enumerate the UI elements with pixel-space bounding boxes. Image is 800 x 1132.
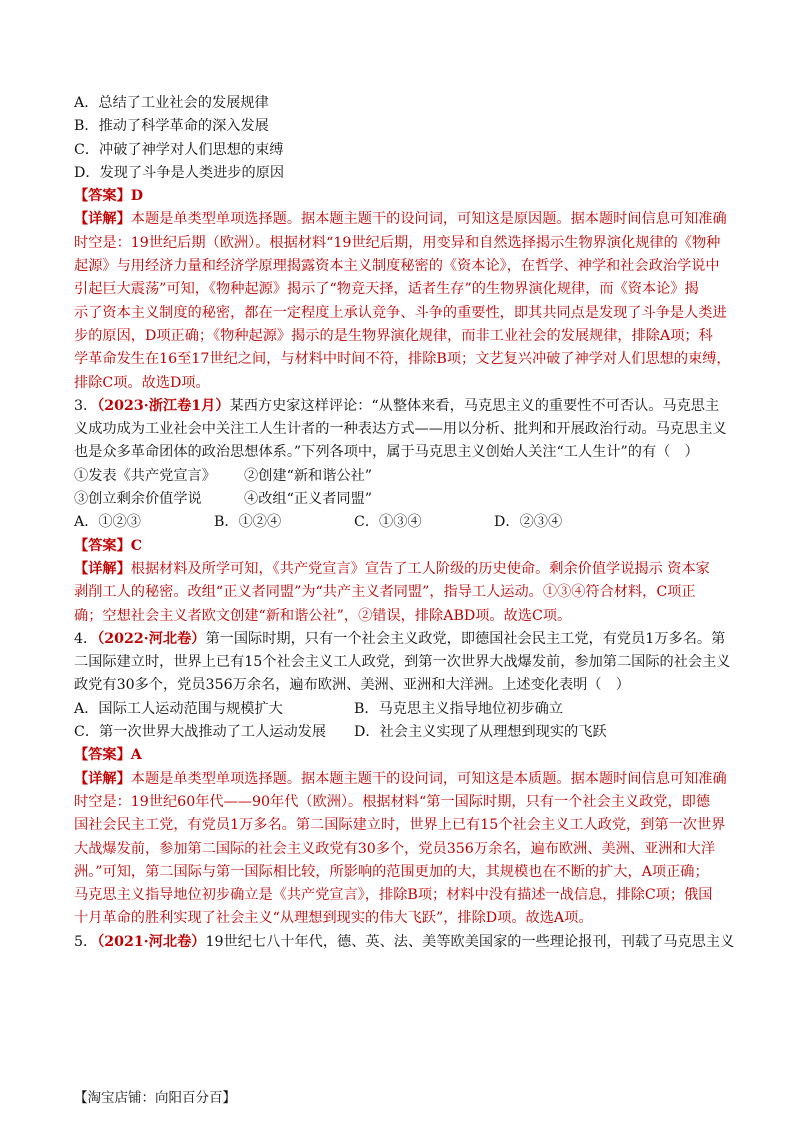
q3-items-row: ①发表《共产党宣言》 ②创建“新和谐公社” — [74, 467, 373, 484]
q4-detail-line: 十月革命的胜利实现了社会主义“从理想到现实的伟大飞跃”，排除D项。故选A项。 — [74, 910, 593, 927]
q2-option-b: B．推动了科学革命的深入发展 — [74, 118, 269, 135]
q4-detail-line: 大战爆发前，参加第二国际的社会主义政党有30多个，党员356万余名，遍布欧洲、美洲、亚洲和大洋 — [74, 840, 716, 857]
q3-source: （2023·浙江卷1月） — [97, 397, 230, 414]
q4-options-row: C．第一次世界大战推动了工人运动发展 D．社会主义实现了从理想到现实的飞跃 — [74, 724, 607, 741]
q3-options-row: A．①②③ B．①②④ C．①③④ D．②③④ — [74, 514, 563, 531]
q2-answer: 【答案】D — [74, 188, 144, 205]
q2-detail-line: 起源》与用经济力量和经济学原理揭露资本主义制度秘密的《资本论》，在哲学、神学和社会政治学说中 — [74, 258, 720, 275]
q3-detail-line: 确；空想社会主义者欧文创建“新和谐公社”，②错误，排除ABD项。故选C项。 — [74, 607, 572, 624]
q4-answer: 【答案】A — [74, 747, 142, 764]
q2-detail-line: 排除C项。故选D项。 — [74, 374, 210, 391]
q2-detail-line: 步的原因，D项正确；《物种起源》揭示的是生物界演化规律，而非工业社会的发展规律，排除A项；科 — [74, 327, 713, 344]
q4-detail-line: 国社会民主工党，有党员1万多名。第二国际建立时，世界上已有15个社会主义工人政党，到第一次世界 — [74, 817, 726, 834]
q5-stem: 5．（2021·河北卷）19世纪七八十年代，德、英、法、美等欧美国家的一些理论报刊，刊载了马克思主义 — [74, 933, 735, 950]
q4-detail-line: 【详解】本题是单类型单项选择题。据本题主题干的设问词，可知这是本质题。据本题时间信息可知准确 — [74, 770, 727, 787]
q4-detail-line: 马克思主义指导地位初步确立是《共产党宣言》，排除B项；材料中没有描述一战信息，排除C项；俄国 — [74, 887, 713, 904]
q3-detail-line: 剥削工人的秘密。改组“正义者同盟”为“共产主义者同盟”，指导工人运动。①③④符合材料，C项正 — [74, 584, 696, 601]
q2-option-a: A．总结了工业社会的发展规律 — [74, 95, 269, 111]
q3-answer: 【答案】C — [74, 537, 143, 554]
q4-source: （2022·河北卷） — [97, 630, 206, 647]
q4-stem-line: 政党有30多个，党员356万余名，遍布欧洲、美洲、亚洲和大洋洲。上述变化表明（ ） — [74, 677, 630, 694]
q5-source: （2021·河北卷） — [97, 933, 206, 950]
q4-detail-line: 洲。”可知，第二国际与第一国际相比较，所影响的范围更加的大，其规模也在不断的扩大，A项正确； — [74, 863, 709, 880]
q2-detail-line: 【详解】本题是单类型单项选择题。据本题主题干的设问词，可知这是原因题。据本题时间信息可知准确 — [74, 211, 727, 228]
document-page — [74, 92, 735, 954]
q2-detail-line: 示了资本主义制度的秘密，都在一定程度上承认竞争、斗争的重要性，即其共同点是发现了斗争是人类进 — [74, 304, 727, 321]
q3-items-row: ③创立剩余价值学说 ④改组“正义者同盟” — [74, 491, 373, 508]
q2-option-d: D．发现了斗争是人类进步的原因 — [74, 164, 285, 181]
q3-stem-line: 也是众多革命团体的政治思想体系。”下列各项中，属于马克思主义创始人关注“工人生计”的有（ ） — [74, 444, 699, 461]
q4-detail-line: 时空是：19世纪60年代——90年代（欧洲）。根据材料“第一国际时期，只有一个社会主义政党，即德 — [74, 793, 711, 810]
q2-detail-line: 时空是：19世纪后期（欧洲）。根据材料“19世纪后期，用变异和自然选择揭示生物界演化规律的《物种 — [74, 234, 721, 251]
q2-detail-line: 学革命发生在16至17世纪之间，与材料中时间不符，排除B项；文艺复兴冲破了神学对人们思想的束缚， — [74, 351, 731, 368]
q4-stem: 4．（2022·河北卷）第一国际时期，只有一个社会主义政党，即德国社会民主工党，有党员1万多名。第 — [74, 630, 726, 647]
q3-stem: 3．（2023·浙江卷1月）某西方史家这样评论：“从整体来看，马克思主义的重要性不可否认。马克思主 — [74, 397, 720, 414]
q3-stem-line: 义成功成为工业社会中关注工人生计者的一种表达方式——用以分析、批判和开展政治行动。马克思主义 — [74, 421, 727, 438]
q4-options-row: A．国际工人运动范围与规模扩大 B．马克思主义指导地位初步确立 — [74, 700, 564, 717]
q4-stem-line: 二国际建立时，世界上已有15个社会主义工人政党，到第一次世界大战爆发前，参加第二国际的社会主义 — [74, 654, 731, 671]
footer-shop-label: 【淘宝店铺：向阳百分百】 — [74, 1090, 236, 1106]
q3-detail-line: 【详解】根据材料及所学可知，《共产党宣言》宣告了工人阶级的历史使命。剩余价值学说揭示 资本家 — [74, 560, 710, 577]
q2-option-c: C．冲破了神学对人们思想的束缚 — [74, 141, 284, 158]
q2-detail-line: 引起巨大震荡”可知，《物种起源》揭示了“物竞天择，适者生存”的生物界演化规律，而《资本论》揭 — [74, 281, 699, 298]
